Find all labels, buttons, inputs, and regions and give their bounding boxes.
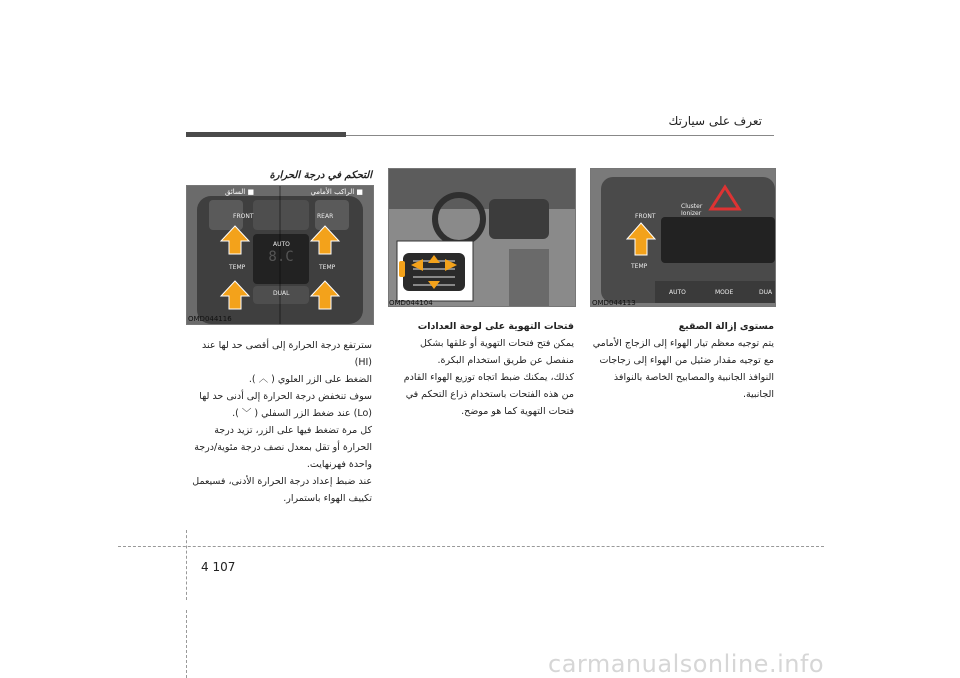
dashboard-illustration — [389, 169, 575, 306]
col-mid-line: كذلك، يمكنك ضبط اتجاه توزيع الهواء القادم — [403, 372, 574, 383]
col-mid-line: من هذه الفتحات باستخدام ذراع التحكم في — [405, 389, 574, 400]
col-left-line: عند ضبط إعداد درجة الحرارة الأدنى، فسيعمل — [192, 476, 372, 487]
page-number-value: 107 — [212, 560, 236, 574]
col-mid-subheading: فتحات التهوية على لوحة العدادات — [417, 321, 574, 332]
label-driver: ■ السائق — [225, 188, 255, 196]
auto-label: AUTO — [273, 241, 290, 248]
col-left-line: تكييف الهواء باستمرار. — [283, 493, 372, 504]
photo-defrost-panel — [590, 168, 776, 307]
col-mid-line: منفصل عن طريق استخدام البكرة. — [437, 355, 574, 366]
col-left-line: كل مرة تضغط فيها على الزر، تزيد درجة — [214, 425, 372, 436]
text-column-left — [186, 337, 372, 507]
dual-label: DUAL — [273, 290, 290, 297]
photo-climate-panel — [186, 185, 374, 325]
watermark: carmanualsonline.info — [548, 650, 825, 678]
page-number — [201, 560, 235, 574]
col-left-line: الحرارة أو تقل بمعدل نصف درجة مئوية/درجة — [194, 442, 372, 453]
photo-left-code: OMD044116 — [188, 315, 232, 323]
col-right-line: النوافذ الجانبية والمصابيح الخاصة بالنوافذ الجانبية. — [613, 372, 774, 400]
mode-label: MODE — [715, 289, 734, 296]
footer-dashed-rule — [118, 546, 824, 547]
right-dual-label: DUA — [759, 289, 773, 296]
right-front-label: FRONT — [635, 213, 656, 220]
col-left-line: واحدة فهرنهايت. — [306, 459, 372, 470]
col-right-line: مع توجيه مقدار ضئيل من الهواء إلى زجاجات — [599, 355, 774, 366]
col-right-subheading: مستوى إزالة الصقيع — [678, 321, 774, 332]
footer-vertical-rule — [186, 530, 187, 600]
text-column-right — [590, 318, 774, 403]
cluster-ionizer-label: Cluster Ionizer — [681, 203, 703, 217]
rear-label: REAR — [317, 213, 334, 220]
photo-dashboard-vents — [388, 168, 576, 307]
label-passenger: ■ الراكب الأمامي — [310, 188, 363, 196]
col-right-line: يتم توجيه معظم تيار الهواء إلى الزجاج الأمامي — [592, 338, 774, 349]
climate-panel-illustration — [187, 186, 373, 324]
chapter-number: 4 — [201, 560, 209, 574]
section-heading: التحكم في درجة الحرارة — [269, 170, 372, 181]
col-left-line: سترتفع درجة الحرارة إلى أقصى حد لها عند (HI) — [202, 340, 372, 368]
right-temp-label: TEMP — [631, 263, 648, 270]
right-auto-label: AUTO — [669, 289, 686, 296]
photo-right-code: OMD044113 — [592, 299, 636, 307]
defrost-panel-illustration — [591, 169, 775, 306]
svg-text:8.C: 8.C — [268, 249, 294, 265]
text-column-middle — [388, 318, 574, 420]
col-left-line: سوف تنخفض درجة الحرارة إلى أدنى حد لها — [199, 391, 372, 402]
col-left-line: الضغط على الزر العلوي ( ︿ ). — [248, 374, 372, 385]
header-rule-thick — [186, 132, 346, 137]
col-mid-line: يمكن فتح فتحات التهوية أو غلقها بشكل — [419, 338, 574, 349]
header-title: تعرف على سيارتك — [668, 114, 762, 128]
temp-right-label: TEMP — [319, 264, 336, 271]
header-rule-thin — [346, 135, 774, 136]
temp-left-label: TEMP — [229, 264, 246, 271]
front-label: FRONT — [233, 213, 254, 220]
footer-vertical-rule-lower — [186, 610, 187, 678]
col-mid-line: فتحات التهوية كما هو موضح. — [461, 406, 574, 417]
col-left-line: (Lo) عند ضغط الزر السفلي ( ﹀ ). — [232, 408, 372, 419]
photo-mid-code: OMD044104 — [389, 299, 433, 307]
